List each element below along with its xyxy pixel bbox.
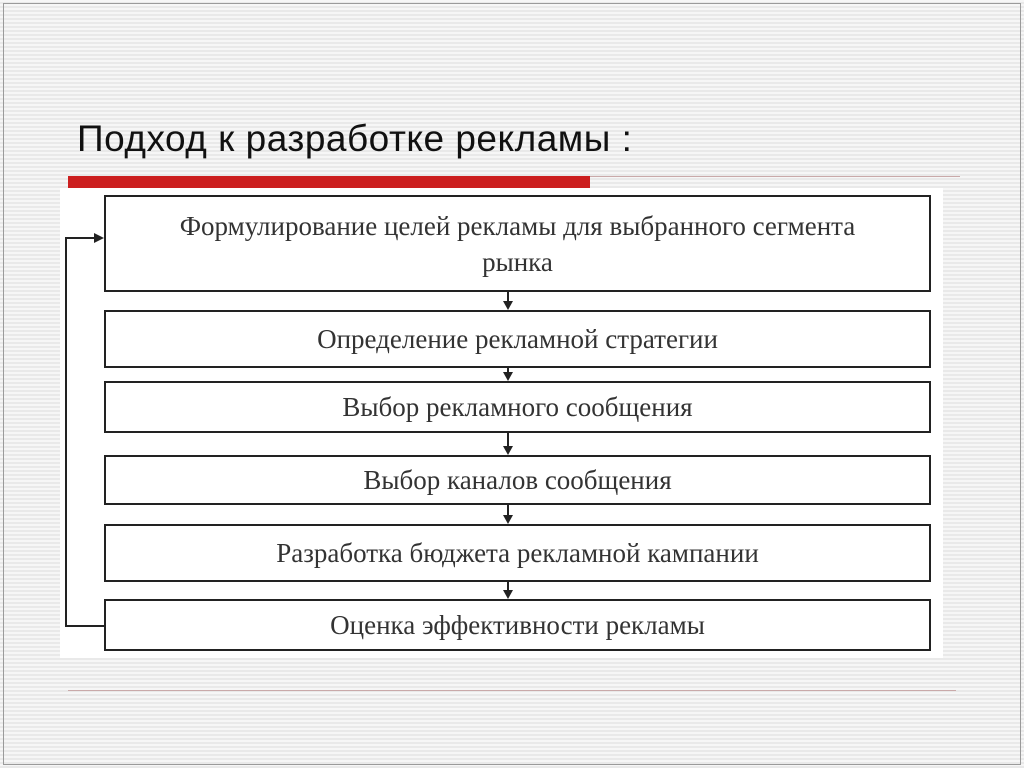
process-step-1: [104, 195, 931, 292]
advertising-process-diagram: [60, 188, 943, 658]
process-step-4-label: Выбор каналов сообщения: [363, 465, 672, 495]
arrow-down-5-6: [503, 582, 513, 599]
slide-title: Подход к разработке рекламы :: [77, 118, 633, 159]
process-step-6: [104, 599, 931, 651]
feedback-loop-arrow: [66, 233, 104, 626]
title-underline-rule: [590, 176, 960, 177]
process-step-4: [104, 455, 931, 505]
process-step-5-label: Разработка бюджета рекламной кампании: [276, 538, 759, 568]
arrow-down-3-4: [503, 433, 513, 455]
process-step-2-label: Определение рекламной стратегии: [317, 324, 718, 354]
process-step-5: [104, 524, 931, 582]
arrow-down-4-5: [503, 505, 513, 524]
process-step-2: [104, 310, 931, 368]
process-step-1-label: Формулирование целей рекламы для выбранного сегмента рынка: [179, 210, 856, 277]
title-underline-accent: [68, 176, 590, 188]
arrow-down-1-2: [503, 292, 513, 310]
footer-rule: [68, 690, 956, 691]
process-step-3: [104, 381, 931, 433]
arrow-down-2-3: [503, 368, 513, 381]
process-step-6-label: Оценка эффективности рекламы: [330, 610, 705, 640]
process-step-3-label: Выбор рекламного сообщения: [342, 392, 693, 422]
